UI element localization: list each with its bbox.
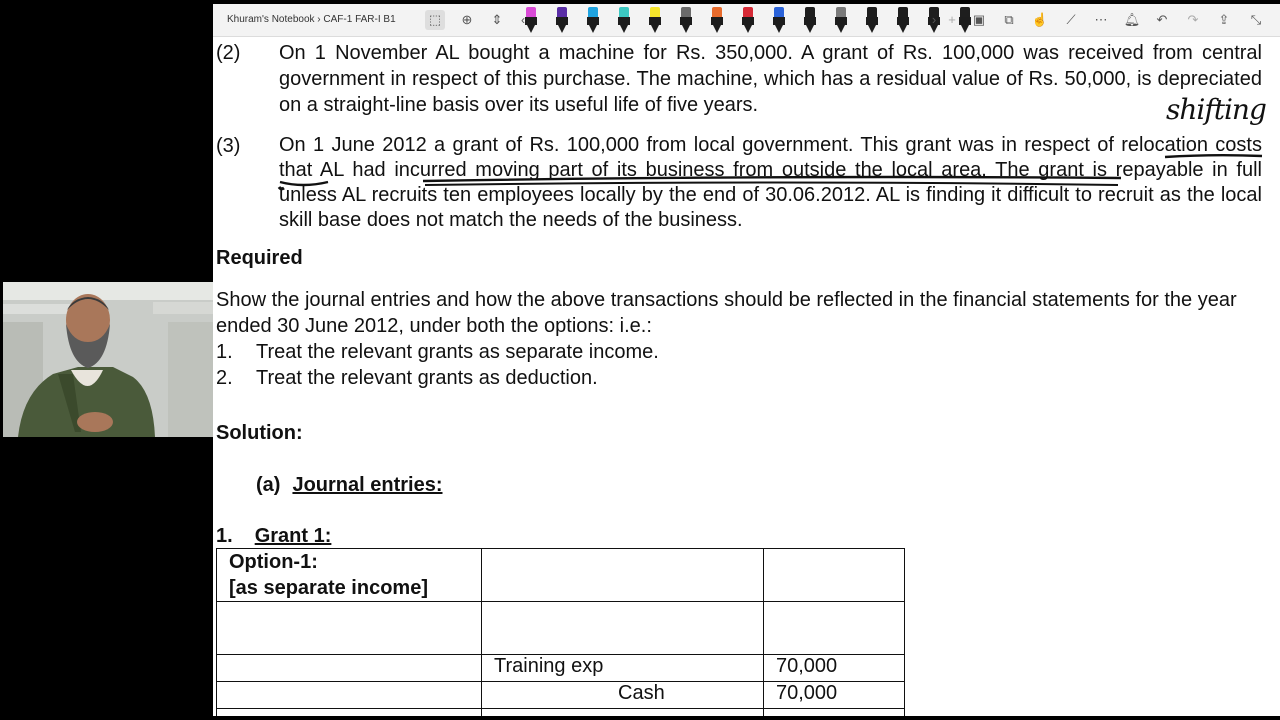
touch-icon[interactable]: ☝ <box>1031 12 1049 27</box>
move-icon[interactable]: ⇕ <box>491 12 503 27</box>
grant-1-prefix: 1. <box>216 525 233 547</box>
required-text: Show the journal entries and how the above transactions should be reflected in the financial statements for the year ended 30 June 2012, under both the options: i.e.: <box>216 289 1237 337</box>
journal-entries-label: Journal entries: <box>292 474 443 496</box>
lasso-select-icon[interactable]: ⬚ <box>425 10 445 30</box>
pen-tool[interactable] <box>680 7 692 33</box>
pen-tool[interactable] <box>556 7 568 33</box>
notebook-breadcrumb[interactable]: Khuram's Notebook › CAF-1 FAR-I B1 <box>227 14 396 25</box>
table-cell <box>217 682 482 709</box>
option-1-text: Treat the relevant grants as separate income. <box>256 341 659 363</box>
chevron-right-icon[interactable]: › <box>931 12 937 27</box>
journal-entries-prefix: (a) <box>256 474 281 496</box>
table-cell <box>764 549 905 602</box>
redo-icon[interactable]: ↷ <box>1187 12 1199 27</box>
table-cell <box>764 709 905 717</box>
add-icon[interactable]: + <box>948 12 956 27</box>
notebook-page <box>213 4 1280 716</box>
document-content <box>213 4 1280 716</box>
table-row <box>217 682 905 709</box>
pen-tool[interactable] <box>649 7 661 33</box>
grant-1-heading <box>216 525 331 548</box>
option-title-line1: Option-1: <box>229 551 318 573</box>
pen-tool[interactable] <box>711 7 723 33</box>
pen-tool[interactable] <box>525 7 537 33</box>
undo-icon[interactable]: ↶ <box>1156 12 1168 27</box>
presenter-webcam <box>3 282 213 437</box>
table-cell <box>217 709 482 717</box>
pen-tool[interactable] <box>618 7 630 33</box>
credit-account-cell: Cash <box>482 682 764 709</box>
pen-tool[interactable] <box>866 7 878 33</box>
table-cell <box>217 655 482 682</box>
credit-amount-cell: 70,000 <box>764 682 905 709</box>
grant-1-label: Grant 1: <box>254 525 332 547</box>
table-cell <box>217 602 482 655</box>
table-cell <box>482 549 764 602</box>
fullscreen-icon[interactable]: ⤡ <box>1250 12 1262 27</box>
debit-account-cell: Training exp <box>482 655 764 682</box>
share-icon[interactable]: ⇪ <box>1218 12 1230 27</box>
journal-entries-table <box>216 548 905 716</box>
journal-entries-heading <box>256 474 443 497</box>
copy-icon[interactable]: ⧉ <box>1004 12 1014 27</box>
image-icon[interactable]: ▣ <box>972 12 986 27</box>
handwritten-annotation: shifting <box>1166 93 1266 126</box>
table-cell <box>764 602 905 655</box>
table-row <box>217 709 905 717</box>
option-title-cell <box>217 549 482 602</box>
pen-tool[interactable] <box>742 7 754 33</box>
table-row <box>217 655 905 682</box>
table-row <box>217 549 905 602</box>
ruler-icon[interactable]: ⟋ <box>1066 12 1076 27</box>
pen-tool[interactable] <box>835 7 847 33</box>
item-3-text: On 1 June 2012 a grant of Rs. 100,000 from local government. This grant was in respect of relocation costs that AL had incurred moving part of its business from outside the local area. The grant is repayable in full unless AL recruits ten employees locally by the end of 30.06.2012. AL is finding it difficult to recruit as the local skill base does not match the needs of the business. <box>279 134 1262 231</box>
option-title-line2: [as separate income] <box>229 577 428 599</box>
more-icon[interactable]: ⋯ <box>1094 12 1108 27</box>
option-2-text: Treat the relevant grants as deduction. <box>256 367 598 389</box>
option-2-number: 2. <box>216 367 233 389</box>
chevron-left-icon[interactable]: ‹ <box>521 13 525 27</box>
required-heading: Required <box>216 247 303 269</box>
pen-tool[interactable] <box>773 7 785 33</box>
notifications-icon[interactable]: 🔔︎ <box>1123 12 1141 27</box>
pen-tool[interactable] <box>587 7 599 33</box>
presenter-video <box>3 282 213 437</box>
table-cell <box>482 709 764 717</box>
pen-tool[interactable] <box>804 7 816 33</box>
option-1-number: 1. <box>216 341 233 363</box>
add-space-icon[interactable]: ⊕ <box>461 12 473 27</box>
solution-heading: Solution: <box>216 422 303 444</box>
ink-toolbar <box>213 4 1280 37</box>
pen-tool[interactable] <box>897 7 909 33</box>
item-2-number: (2) <box>216 42 241 64</box>
table-row <box>217 602 905 655</box>
table-cell <box>482 602 764 655</box>
debit-amount-cell: 70,000 <box>764 655 905 682</box>
item-2-text: On 1 November AL bought a machine for Rs. 350,000. A grant of Rs. 100,000 was received from central government in respect of this purchase. The machine, which has a residual value of Rs. 50,000, is depreciated on a straight-line basis over its useful life of five years. <box>279 42 1262 116</box>
item-3-number: (3) <box>216 135 241 157</box>
